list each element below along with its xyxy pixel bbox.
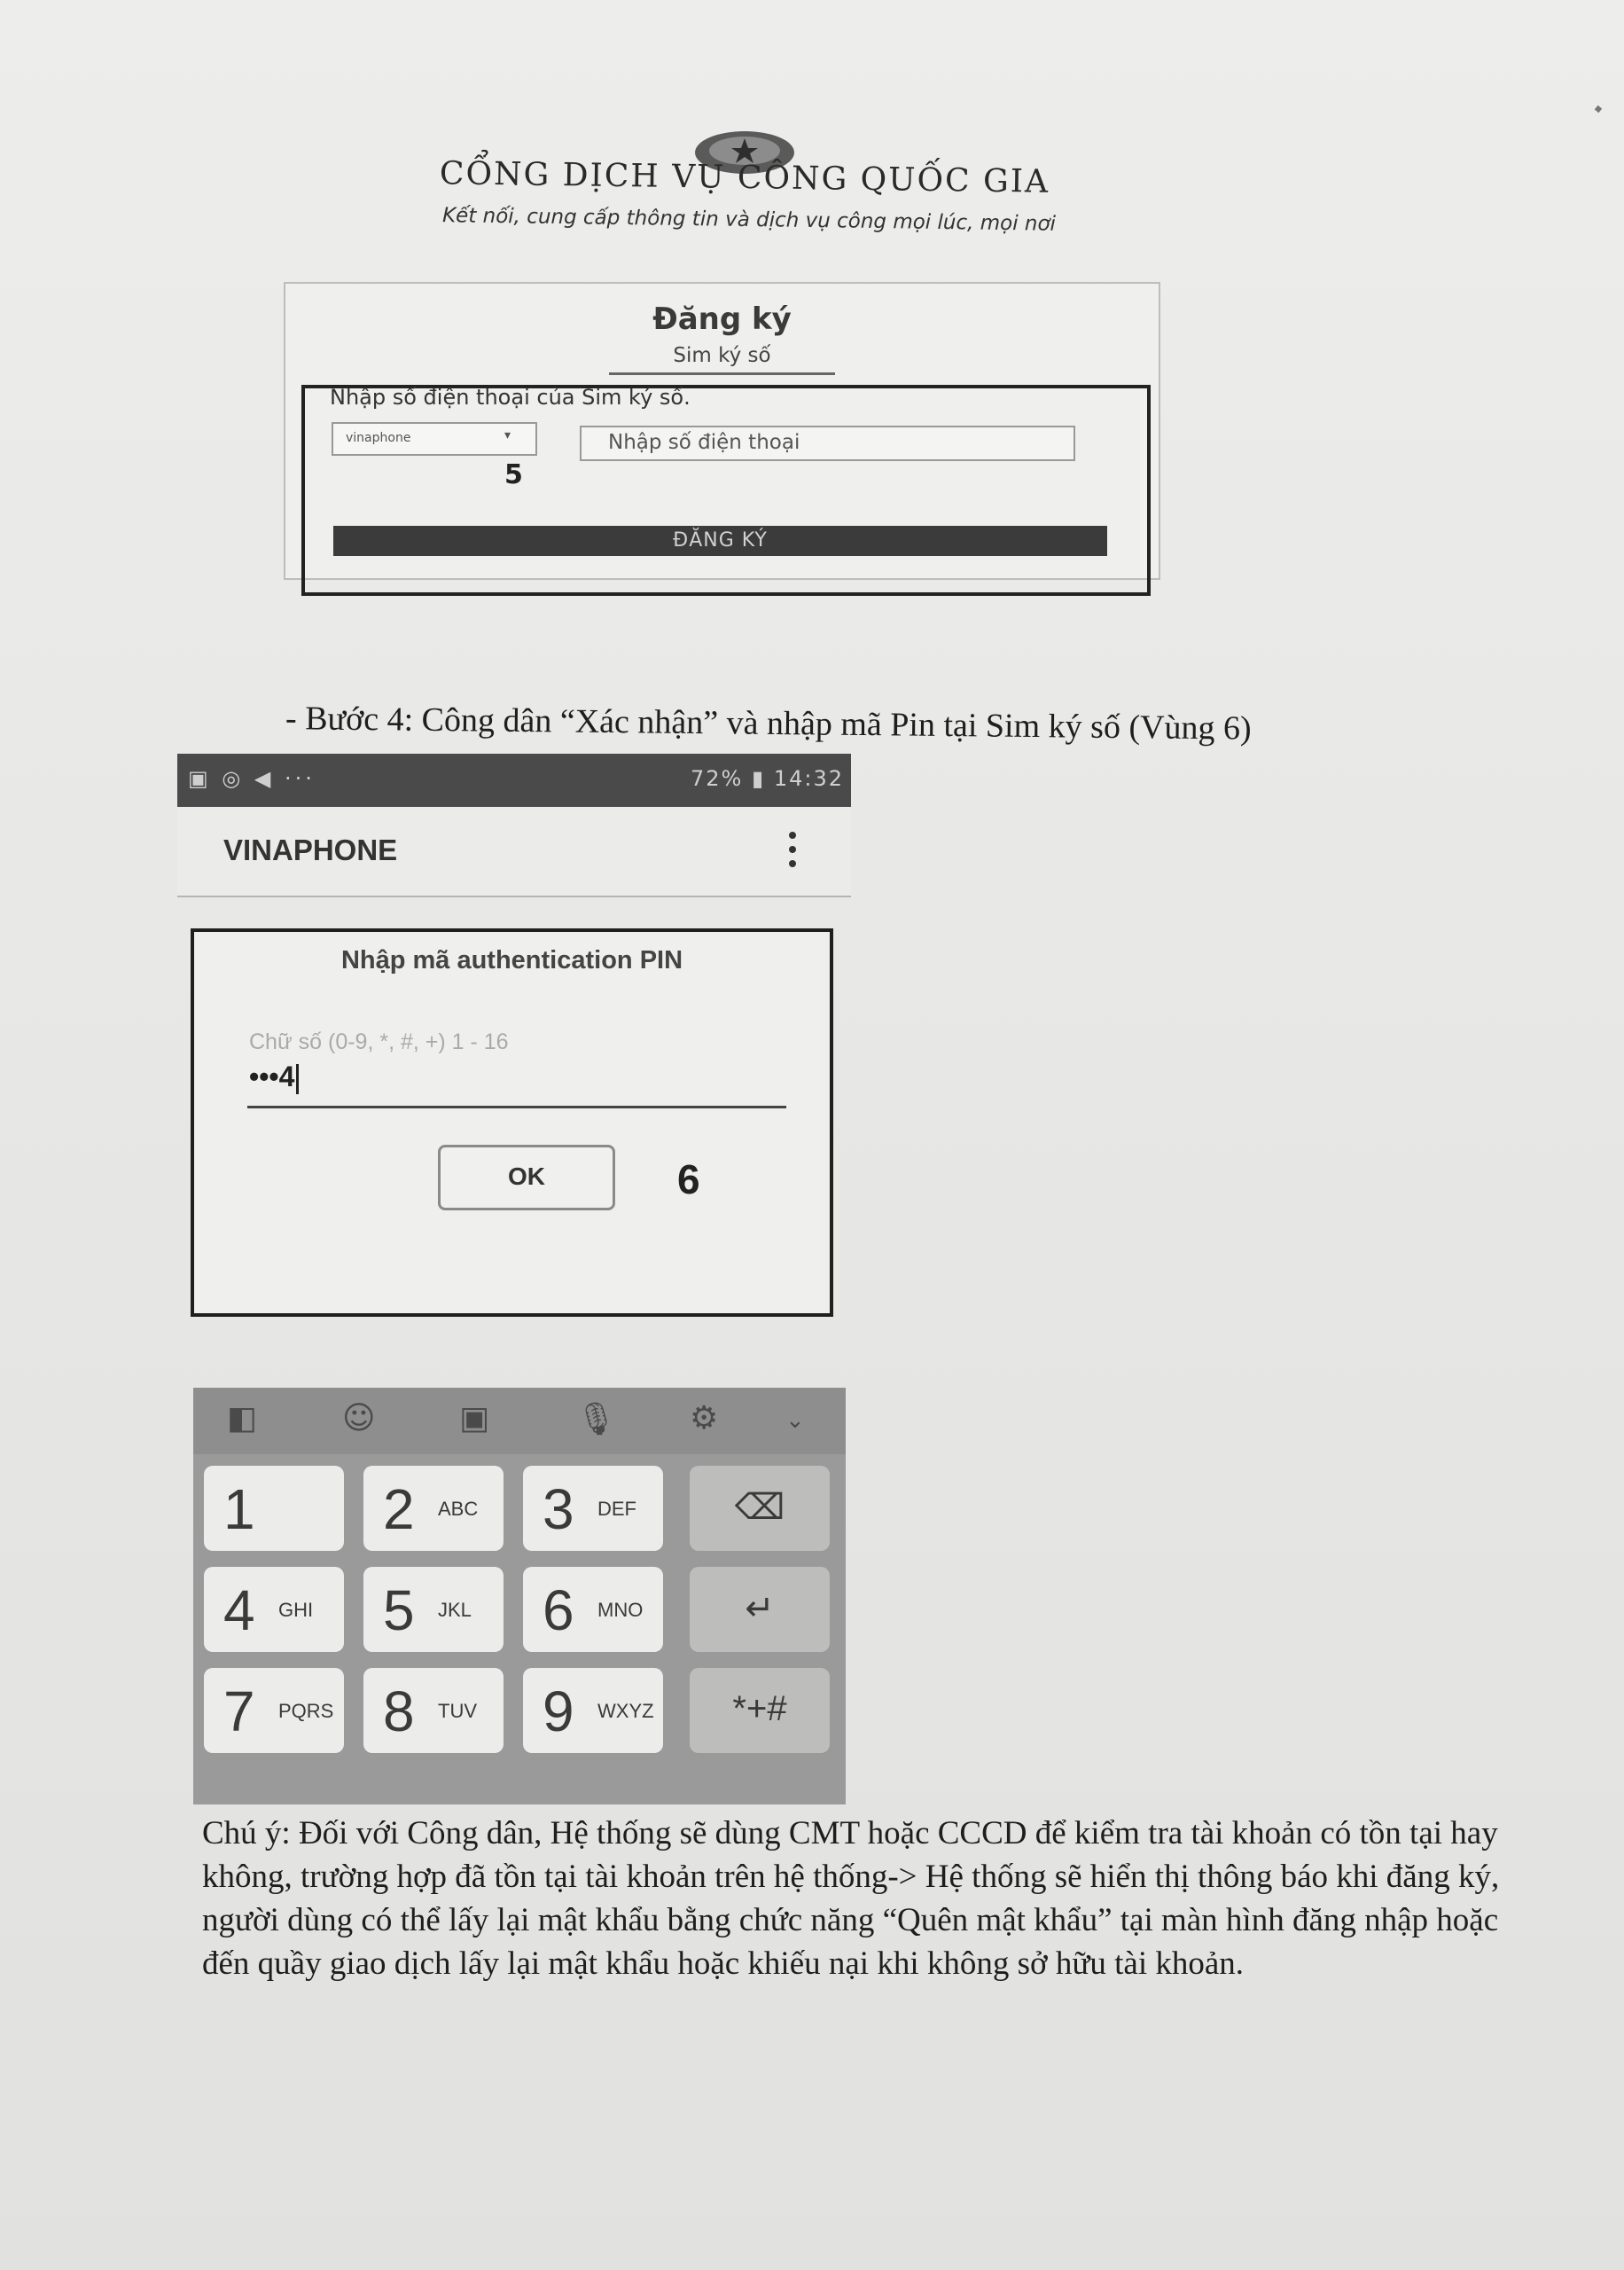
symbols-key[interactable]: *+# bbox=[690, 1668, 830, 1753]
sticker-icon[interactable]: ◧ bbox=[227, 1400, 258, 1436]
key-9[interactable]: 9 WXYZ bbox=[523, 1668, 663, 1753]
enter-icon: ↵ bbox=[745, 1589, 775, 1628]
key-8[interactable]: 8 TUV bbox=[363, 1668, 504, 1753]
key-7[interactable]: 7 PQRS bbox=[204, 1668, 344, 1753]
key-4[interactable]: 4 GHI bbox=[204, 1567, 344, 1652]
app-title: VINAPHONE bbox=[223, 834, 398, 866]
ok-button[interactable]: OK bbox=[438, 1145, 615, 1210]
settings-icon[interactable]: ⚙ bbox=[690, 1400, 719, 1436]
enter-key[interactable] bbox=[690, 1567, 830, 1652]
app-bar bbox=[177, 807, 851, 897]
key-5[interactable]: 5 JKL bbox=[363, 1567, 504, 1652]
key-2[interactable]: 2 ABC bbox=[363, 1466, 504, 1551]
registration-form-highlight bbox=[301, 385, 1151, 596]
registration-title: Đăng ký bbox=[652, 301, 792, 337]
phone-screenshot bbox=[177, 754, 851, 1809]
pin-dialog-title: Nhập mã authentication PIN bbox=[340, 946, 683, 975]
clipboard-icon[interactable]: ▣ bbox=[459, 1400, 490, 1436]
registration-prompt: Nhập số điện thoại của Sim ký số. bbox=[330, 385, 691, 410]
microphone-icon[interactable]: 🎙 bbox=[576, 1401, 617, 1437]
status-icons-left: ▣ ◎ ◀ ··· bbox=[188, 766, 316, 791]
portal-title: CỔNG DỊCH VỤ CÔNG QUỐC GIA bbox=[439, 155, 1050, 200]
zone-5-label: 5 bbox=[504, 459, 523, 490]
backspace-key[interactable] bbox=[690, 1466, 830, 1551]
phone-number-input[interactable] bbox=[580, 426, 1075, 461]
portal-subtitle: Kết nối, cung cấp thông tin và dịch vụ công mọi lúc, mọi nơi bbox=[441, 204, 1057, 236]
more-vertical-icon[interactable] bbox=[789, 832, 800, 871]
chevron-down-icon: ▾ bbox=[504, 428, 511, 442]
numeric-keyboard bbox=[193, 1388, 846, 1804]
keyboard-toolbar bbox=[193, 1388, 846, 1454]
status-battery-time: 72% ▮ 14:32 bbox=[691, 766, 844, 791]
key-1[interactable]: 1 bbox=[204, 1466, 344, 1551]
emoji-icon[interactable]: ☺ bbox=[342, 1400, 376, 1436]
pin-dialog bbox=[191, 928, 833, 1317]
pin-input-hint: Chữ số (0-9, *, #, +) 1 - 16 bbox=[249, 1029, 509, 1054]
scan-mark bbox=[1595, 106, 1602, 113]
carrier-select-value: vinaphone bbox=[346, 431, 411, 445]
tab-sim-ky-so[interactable]: Sim ký số bbox=[609, 344, 835, 375]
register-button[interactable]: ĐĂNG KÝ bbox=[333, 526, 1107, 556]
step-4-heading: - Bước 4: Công dân “Xác nhận” và nhập mã Pin tại Sim ký số (Vùng 6) bbox=[285, 700, 1252, 748]
backspace-icon: ⌫ bbox=[734, 1488, 785, 1527]
note-paragraph: Chú ý: Đối với Công dân, Hệ thống sẽ dùng CMT hoặc CCCD để kiểm tra tài khoản có tồn tại hay không, trường hợp đã tồn tại tài khoản trên hệ thống-> Hệ thống sẽ hiển thị thông báo khi đăng ký, người dùng có thể lấy lại mật khẩu bằng chức năng “Quên mật khẩu” tại màn hình đăng nhập hoặc đến quầy giao dịch lấy lại mật khẩu hoặc khiếu nại khi không sở hữu tài khoản. bbox=[202, 1815, 1500, 1982]
phone-number-placeholder: Nhập số điện thoại bbox=[608, 431, 800, 454]
pin-input[interactable]: •••4 bbox=[249, 1061, 299, 1094]
carrier-select[interactable] bbox=[332, 422, 537, 456]
status-bar bbox=[177, 754, 851, 807]
key-3[interactable]: 3 DEF bbox=[523, 1466, 663, 1551]
pin-input-underline bbox=[247, 1106, 786, 1108]
chevron-down-icon[interactable]: ⌄ bbox=[785, 1407, 805, 1434]
zone-6-label: 6 bbox=[677, 1156, 700, 1202]
key-6[interactable]: 6 MNO bbox=[523, 1567, 663, 1652]
